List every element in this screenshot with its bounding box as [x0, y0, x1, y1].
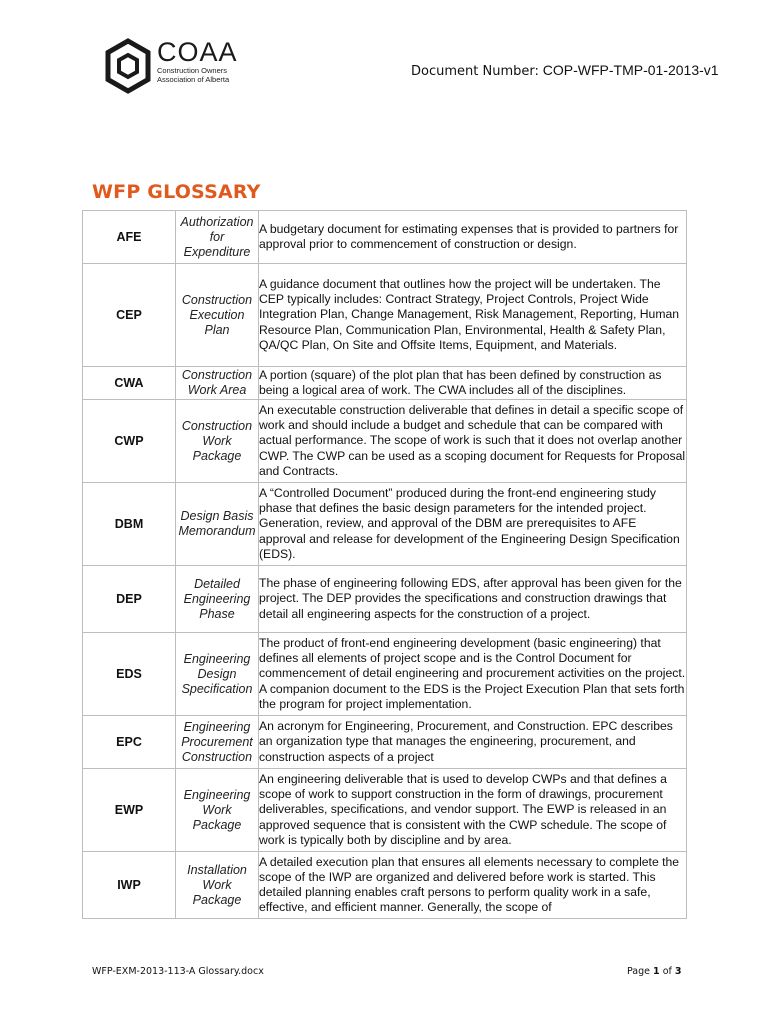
coaa-hexagon-icon	[104, 38, 152, 94]
glossary-definition: The phase of engineering following EDS, after approval has been given for the project. The DEP provides the specifications and construction drawings that detail all engineering aspects for the construction of a project.	[259, 566, 687, 633]
glossary-term-line: Memorandum	[178, 524, 256, 538]
logo-subtitle-1: Construction Owners	[157, 66, 228, 75]
glossary-definition: A guidance document that outlines how the project will be undertaken. The CEP typically includes: Contract Strategy, Project Controls, Project Wide Integration Plan, Change Management, Risk Management, Reporting, Human Resource Plan, Communication Plan, Environmental, Health & Safety Plan, QA/QC Plan, On Site and Offsite Items, Equipment, and Materials.	[259, 264, 687, 367]
glossary-term	[176, 769, 259, 852]
glossary-term-line: Work Area	[187, 383, 247, 397]
glossary-definition: A “Controlled Document” produced during the front-end engineering study phase that defines the basic design parameters for the intended project. Generation, review, and approval of the DBM are prerequisites to AFE approval and release for development of the Engineering Design Specification (EDS).	[259, 483, 687, 566]
glossary-definition: A detailed execution plan that ensures all elements necessary to complete the scope of the IWP are organized and delivered before work is started. This detailed planning enables craft persons to perform quality work in a safe, effective, and efficient manner. Generally, the scope of	[259, 852, 687, 919]
glossary-term-line: Design	[197, 666, 237, 681]
document-number-value: COP-WFP-TMP-01-2013-v1	[542, 62, 719, 78]
glossary-table	[82, 210, 687, 919]
glossary-term-line: Package	[192, 892, 242, 907]
glossary-abbreviation: CWA	[83, 367, 176, 400]
glossary-abbreviation: IWP	[83, 852, 176, 919]
glossary-term-line: Authorization	[180, 214, 254, 229]
glossary-term-line: Procurement	[181, 734, 253, 749]
glossary-abbreviation: EPC	[83, 716, 176, 769]
glossary-abbreviation: DEP	[83, 566, 176, 633]
glossary-definition: A portion (square) of the plot plan that has been defined by construction as being a logical area of work. The CWA includes all of the disciplines.	[259, 367, 687, 400]
glossary-definition: The product of front-end engineering development (basic engineering) that defines all elements of project scope and is the Control Document for commencement of detail engineering and procurement activities on the project. A companion document to the EDS is the Project Execution Plan that sets forth the program for project implementation.	[259, 633, 687, 716]
coaa-logo	[104, 38, 238, 94]
glossary-term-line: Engineering	[183, 719, 251, 734]
glossary-term	[176, 211, 259, 264]
glossary-row	[83, 633, 687, 716]
glossary-term-line: Package	[192, 448, 242, 463]
glossary-row	[83, 483, 687, 566]
glossary-row	[83, 769, 687, 852]
glossary-term-line: Work	[202, 433, 232, 448]
logo-name: COAA	[157, 37, 238, 67]
glossary-term-line: Expenditure	[183, 244, 251, 259]
glossary-row	[83, 566, 687, 633]
glossary-term-line: Detailed	[194, 576, 240, 591]
footer-page-number	[627, 966, 682, 977]
glossary-abbreviation: CWP	[83, 400, 176, 483]
glossary-abbreviation: EDS	[83, 633, 176, 716]
glossary-term-line: Plan	[204, 322, 230, 337]
glossary-term-line: Design Basis	[180, 509, 254, 523]
glossary-abbreviation: DBM	[83, 483, 176, 566]
page-of: of	[662, 966, 672, 977]
glossary-term	[176, 716, 259, 769]
page-current: 1	[653, 966, 660, 977]
glossary-term-line: Engineering	[183, 591, 251, 606]
glossary-term-line: Specification	[181, 681, 253, 696]
glossary-term-line: Construction	[181, 749, 253, 764]
glossary-row	[83, 852, 687, 919]
glossary-term	[176, 264, 259, 367]
page-total: 3	[674, 966, 682, 977]
glossary-term-line: Installation	[187, 862, 247, 877]
glossary-row	[83, 400, 687, 483]
glossary-term	[176, 483, 259, 566]
glossary-definition: An executable construction deliverable that defines in detail a specific scope of work and should include a budget and schedule that can be compared with actual performance. The scope of work is such that it does not overlap another CWP. The CWP can be used as a scoping document for Requests for Proposal and Contracts.	[259, 400, 687, 483]
page-word: Page	[627, 966, 650, 977]
document-number-label: Document Number:	[411, 64, 539, 79]
glossary-row	[83, 264, 687, 367]
glossary-term-line: Package	[192, 817, 242, 832]
glossary-term	[176, 852, 259, 919]
glossary-term	[176, 367, 259, 400]
glossary-term-line: Engineering	[183, 787, 251, 802]
glossary-term	[176, 400, 259, 483]
document-number	[411, 62, 719, 79]
glossary-term-line: for	[209, 229, 225, 244]
glossary-term-line: Work	[202, 802, 232, 817]
glossary-definition: An engineering deliverable that is used to develop CWPs and that defines a scope of work to support construction in the form of drawings, procurement deliverables, specifications, and vendor support. The EWP is released in an approved sequence that is consistent with the CWP schedule. The scope of work is typically both by discipline and by area.	[259, 769, 687, 852]
glossary-row	[83, 716, 687, 769]
glossary-term-line: Construction	[181, 418, 253, 433]
glossary-term-line: Construction	[181, 292, 253, 307]
glossary-term-line: Execution	[189, 307, 245, 322]
glossary-term-line: Phase	[199, 606, 235, 621]
glossary-definition: A budgetary document for estimating expenses that is provided to partners for approval prior to commencement of construction or design.	[259, 211, 687, 264]
glossary-term	[176, 566, 259, 633]
glossary-abbreviation: AFE	[83, 211, 176, 264]
glossary-row	[83, 367, 687, 400]
logo-subtitle-2: Association of Alberta	[157, 75, 230, 84]
page-title: WFP GLOSSARY	[92, 181, 261, 203]
glossary-term	[176, 633, 259, 716]
glossary-definition: An acronym for Engineering, Procurement, and Construction. EPC describes an organization type that manages the engineering, procurement, and construction aspects of a project	[259, 716, 687, 769]
glossary-row	[83, 211, 687, 264]
glossary-abbreviation: CEP	[83, 264, 176, 367]
footer-filename: WFP-EXM-2013-113-A Glossary.docx	[92, 966, 264, 977]
glossary-term-line: Work	[202, 877, 232, 892]
glossary-abbreviation: EWP	[83, 769, 176, 852]
glossary-term-line: Engineering	[183, 651, 251, 666]
glossary-term-line: Construction	[181, 368, 253, 382]
